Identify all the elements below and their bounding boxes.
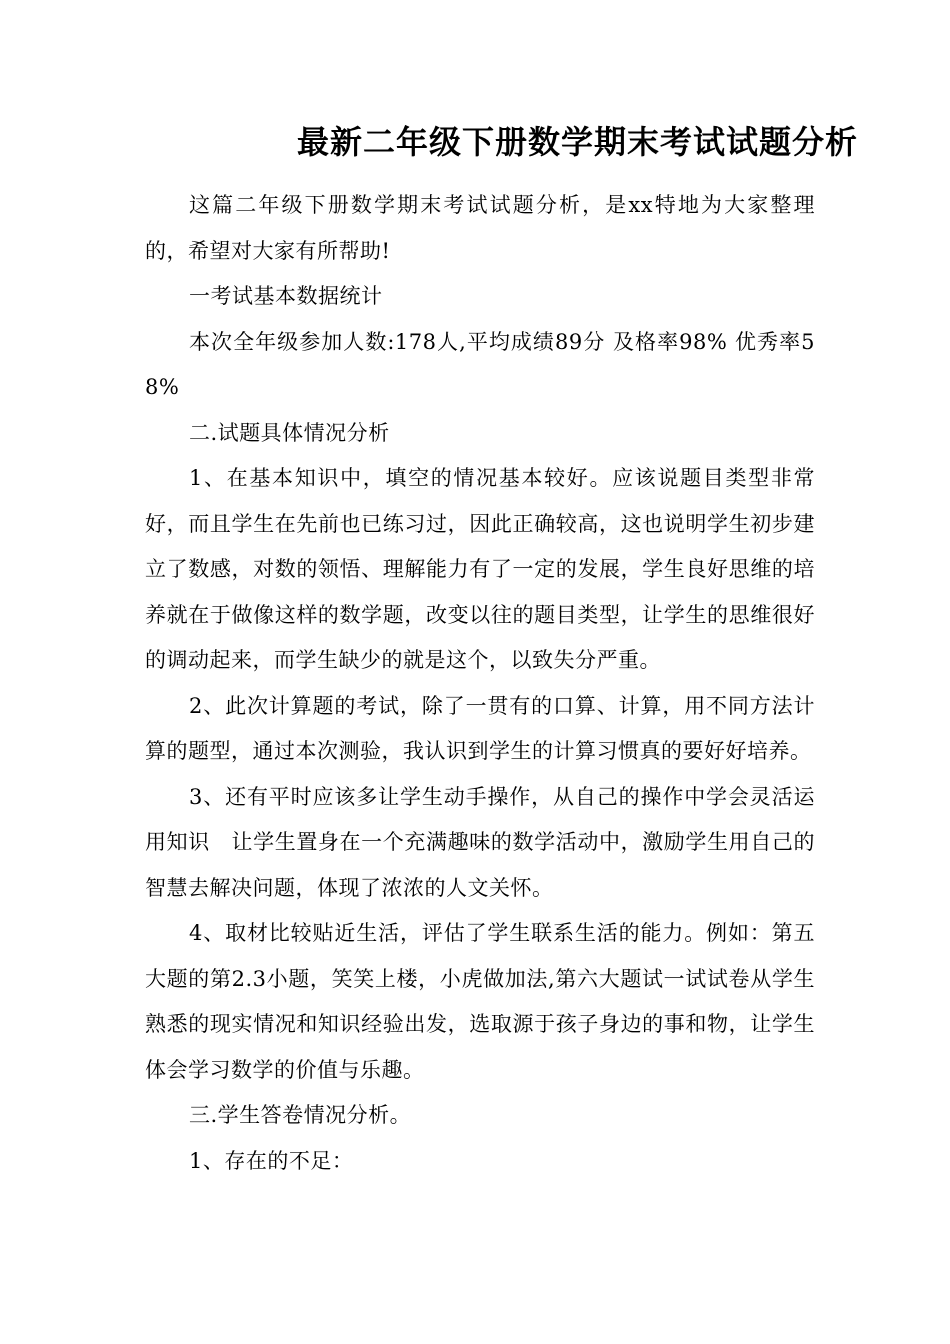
document-title: 最新二年级下册数学期末考试试题分析 — [296, 123, 858, 161]
paragraph-shortcomings: 1、存在的不足： — [189, 1148, 354, 1173]
document-body — [145, 183, 815, 1184]
paragraph-statistics: 本次全年级参加人数:178人,平均成绩89分 及格率98% 优秀率58% — [145, 329, 815, 399]
paragraph-point-2: 2、此次计算题的考试，除了一贯有的口算、计算，用不同方法计算的题型，通过本次测验，我认识到学生的计算习惯真的要好好培养。 — [145, 693, 815, 763]
paragraph-intro: 这篇二年级下册数学期末考试试题分析，是xx特地为大家整理的，希望对大家有所帮助! — [145, 193, 815, 263]
paragraph-point-1: 1、在基本知识中，填空的情况基本较好。应该说题目类型非常好，而且学生在先前也已练习过，因此正确较高，这也说明学生初步建立了数感，对数的领悟、理解能力有了一定的发展，学生良好思维的培养就在于做像这样的数学题，改变以往的题目类型，让学生的思维很好的调动起来，而学生缺少的就是这个，以致失分严重。 — [145, 466, 815, 672]
heading-basic-statistics: 一考试基本数据统计 — [189, 284, 383, 308]
heading-answer-analysis: 三.学生答卷情况分析。 — [189, 1103, 412, 1127]
paragraph-point-4: 4、取材比较贴近生活，评估了学生联系生活的能力。例如：第五大题的第2.3小题，笑笑上楼，小虎做加法,第六大题试一试试卷从学生熟悉的现实情况和知识经验出发，选取源于孩子身边的事和物，让学生体会学习数学的价值与乐趣。 — [145, 921, 815, 1082]
heading-question-analysis: 二.试题具体情况分析 — [189, 420, 390, 445]
paragraph-point-3: 3、还有平时应该多让学生动手操作，从自己的操作中学会灵活运用知识 让学生置身在一个充满趣味的数学活动中，激励学生用自己的智慧去解决问题，体现了浓浓的人文关怀。 — [145, 784, 815, 900]
